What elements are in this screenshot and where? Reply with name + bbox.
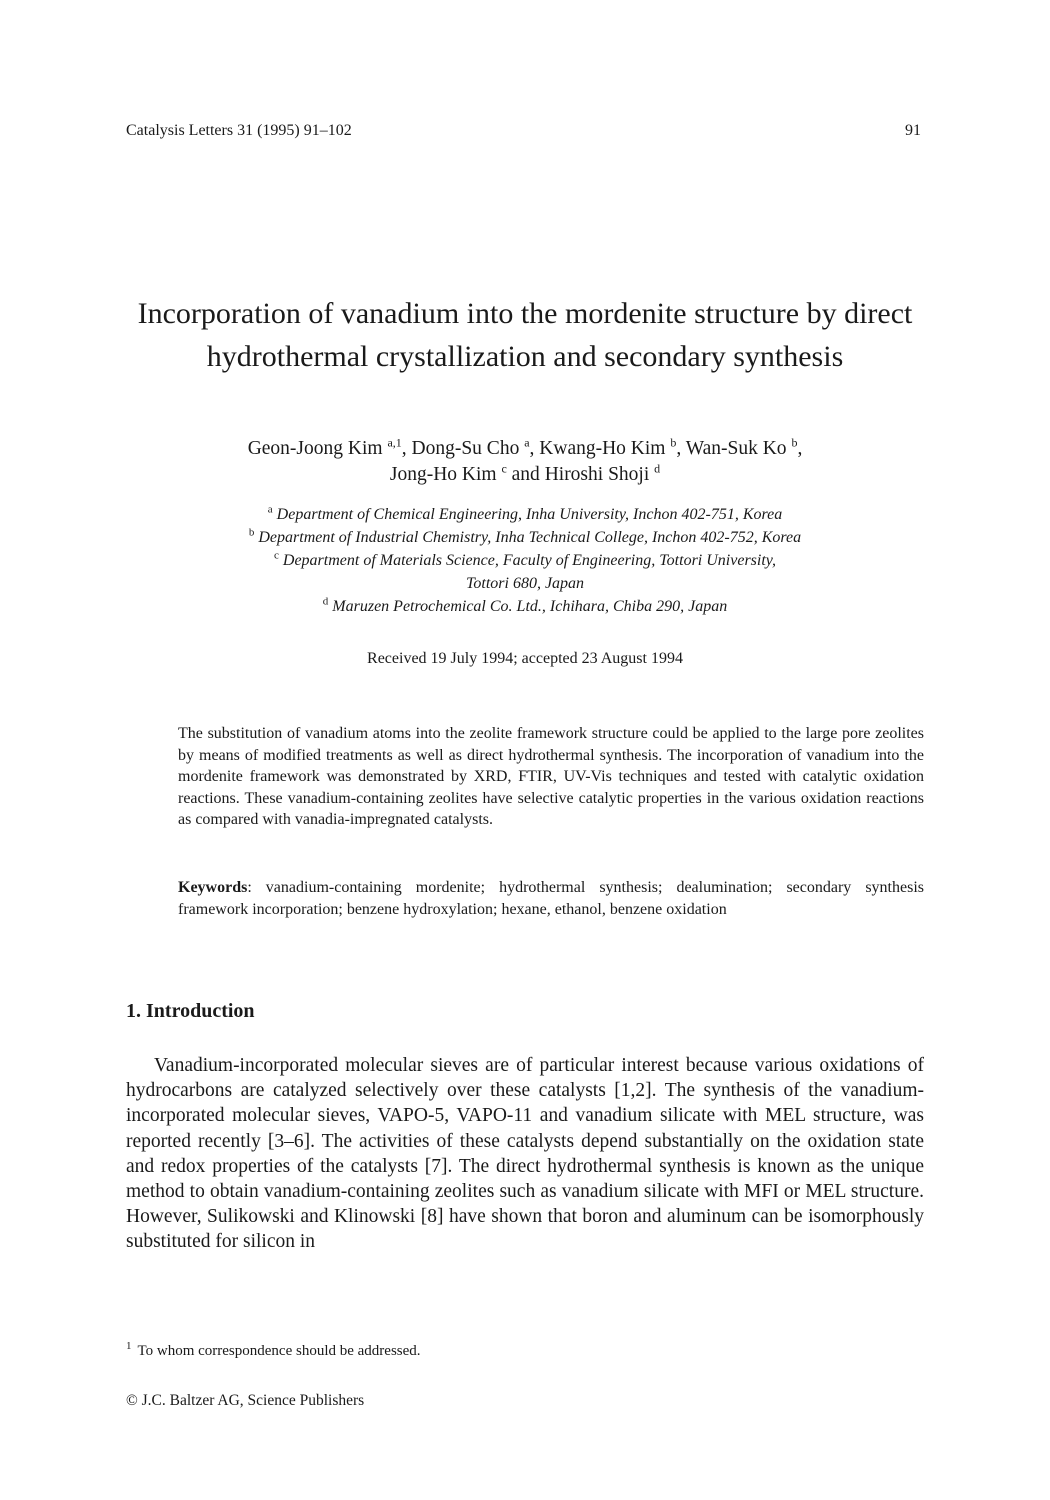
affiliation-list <box>100 503 950 618</box>
article-title: Incorporation of vanadium into the mordenite structure by direct hydrothermal crystallization and secondary synthesis <box>137 297 913 373</box>
author-list: Geon-Joong Kim $^{a,1}$, Dong-Su Cho $^a$, Kwang-Ho Kim $^b$, Wan-Suk Ko $^b$, Jong-Ho Kim $^c$ and Hiroshi Shoji $^d$ <box>247 435 803 485</box>
footnote-text: To whom correspondence should be addressed. <box>137 1343 421 1359</box>
author-name: Kwang-Ho Kim <box>539 438 666 459</box>
abstract: The substitution of vanadium atoms into the zeolite framework structure could be applied to the large pore zeolites by means of modified treatments as well as direct hydrothermal synthesis. The incorporation of vanadium into the mordenite framework was demonstrated by XRD, FTIR, UV-Vis techniques and tested with catalytic oxidation reactions. These vanadium-containing zeolites have selective catalytic properties in the various oxidation reactions as compared with vanadia-impregnated catalysts. <box>178 725 924 829</box>
page-number: 91 <box>905 122 921 139</box>
keywords-text: : vanadium-containing mordenite; hydrothermal synthesis; dealumination; secondary synthesis framework incorporation; benzene hydroxylation; hexane, ethanol, benzene oxidation <box>178 879 924 918</box>
author-affiliation-marker: b <box>791 435 798 450</box>
author-name: Wan-Suk Ko <box>685 438 787 459</box>
author-affiliation-marker: a,1 <box>387 435 402 450</box>
affiliation: $^a$ Department of Chemical Engineering, Inha University, Inchon 402-751, Korea <box>267 503 783 523</box>
author-affiliation-marker: c <box>501 461 507 476</box>
section-heading: 1. Introduction <box>126 1000 255 1022</box>
keywords <box>178 877 924 920</box>
author-name: Geon-Joong Kim <box>247 438 383 459</box>
received-date: Received 19 July 1994; accepted 23 August 1994 <box>367 650 683 667</box>
affiliation: $^c$ Department of Materials Science, Faculty of Engineering, Tottori University, <box>274 549 776 569</box>
affiliation-continued: Tottori 680, Japan <box>465 575 585 592</box>
author-name: Dong-Su Cho <box>411 438 520 459</box>
running-head-journal: Catalysis Letters 31 (1995) 91–102 <box>126 122 352 139</box>
introduction-paragraph: Vanadium-incorporated molecular sieves are of particular interest because various oxidations of hydrocarbons are catalyzed selectively over these catalysts [1,2]. The synthesis of the vanadium-incorporated molecular sieves, VAPO-5, VAPO-11 and vanadium silicate with MEL structure, was reported recently [3–6]. The activities of these catalysts depend substantially on the oxidation state and redox properties of the catalysts [7]. The direct hydrothermal synthesis is known as the unique method to obtain vanadium-containing zeolites such as vanadium silicate with MFI or MEL structure. However, Sulikowski and Klinowski [8] have shown that boron and aluminum can be isomorphously substituted for silicon in <box>126 1055 924 1253</box>
affiliation: $^d$ Maruzen Petrochemical Co. Ltd., Ichihara, Chiba 290, Japan <box>322 595 728 615</box>
footnote-marker: 1 <box>126 1340 132 1352</box>
copyright-notice: © J.C. Baltzer AG, Science Publishers <box>126 1392 365 1409</box>
keywords-label: Keywords <box>178 879 248 896</box>
author-affiliation-marker: d <box>654 461 661 476</box>
affiliation: $^b$ Department of Industrial Chemistry, Inha Technical College, Inchon 402-752, Korea <box>248 526 802 546</box>
footnote <box>126 1340 421 1360</box>
author-name: Jong-Ho Kim <box>389 464 497 485</box>
author-affiliation-marker: a <box>524 435 530 450</box>
author-name: Hiroshi Shoji <box>544 464 650 485</box>
author-affiliation-marker: b <box>670 435 677 450</box>
